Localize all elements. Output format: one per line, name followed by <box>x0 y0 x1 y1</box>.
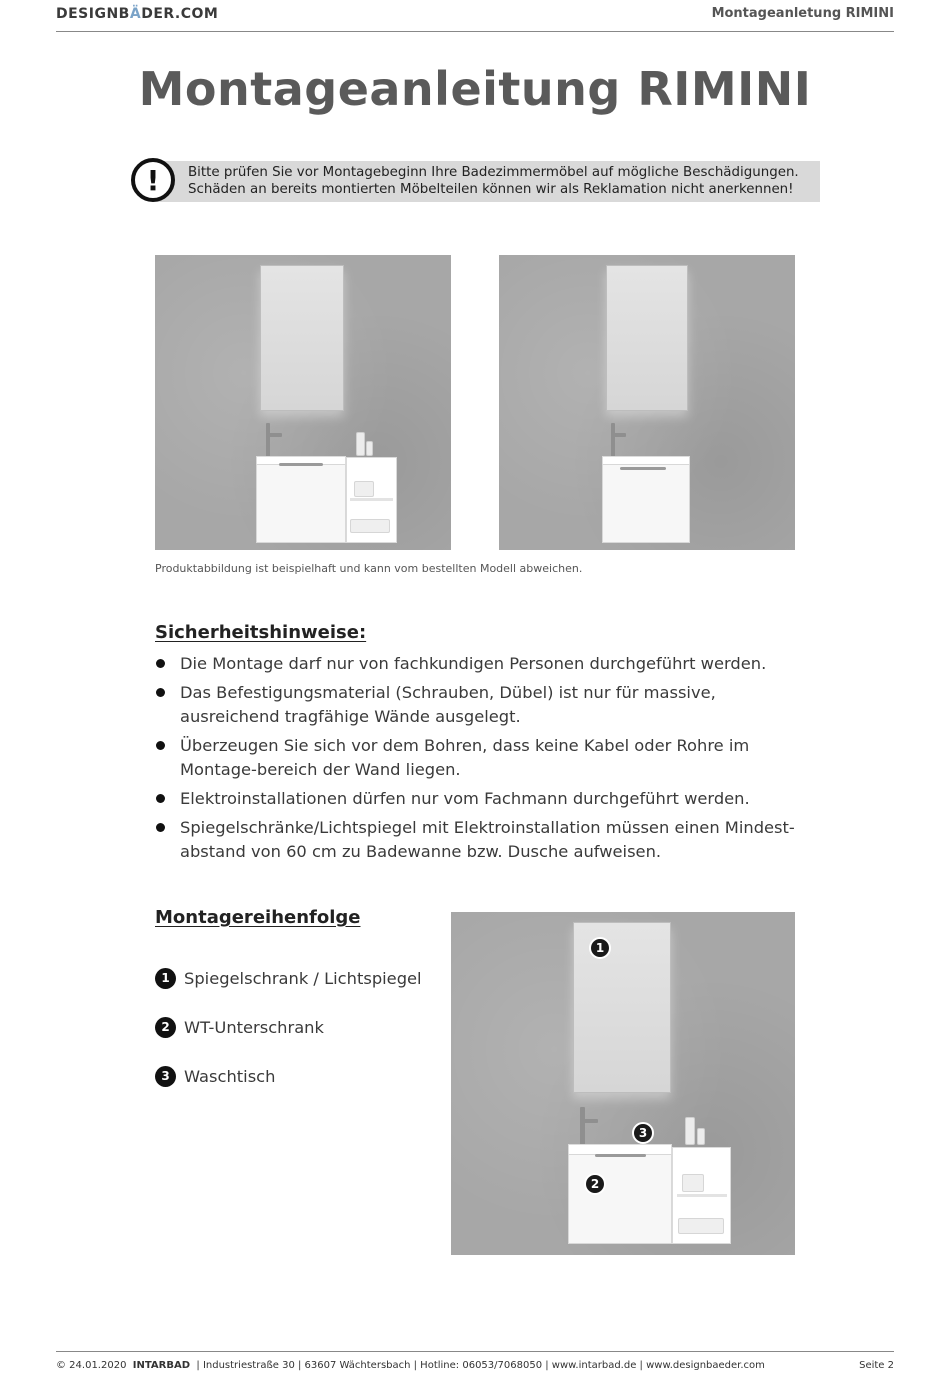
safety-item: Das Befestigungsmaterial (Schrauben, Dübel) ist nur für massive, ausreichend tragfähige Wände ausgelegt. <box>155 681 815 729</box>
soap-bottle <box>685 1117 695 1145</box>
footer-date: © 24.01.2020 <box>56 1360 127 1371</box>
vanity-drawer <box>602 464 690 543</box>
warning-line-2: Schäden an bereits montierten Möbelteilen können wir als Reklamation nicht anerkennen! <box>188 182 794 197</box>
safety-item: Elektroinstallationen dürfen nur vom Fachmann durchgeführt werden. <box>155 787 815 811</box>
safety-list <box>155 652 815 869</box>
marker-3-icon: 3 <box>632 1122 654 1144</box>
step-label: WT-Unterschrank <box>184 1017 324 1037</box>
assembly-step <box>155 1014 422 1040</box>
safety-item: Spiegelschränke/Lichtspiegel mit Elektroinstallation müssen einen Mindest-abstand von 60 cm zu Badewanne bzw. Dusche aufweisen. <box>155 816 815 864</box>
soap-bottle <box>356 432 365 456</box>
brand-logo <box>56 6 218 22</box>
assembly-photo <box>451 912 795 1255</box>
towel <box>354 481 374 497</box>
warning-line-1: Bitte prüfen Sie vor Montagebeginn Ihre Badezimmermöbel auf mögliche Beschädigungen. <box>188 165 799 180</box>
assembly-step <box>155 965 422 991</box>
step-label: Waschtisch <box>184 1066 276 1086</box>
logo-text-1: DESIGNB <box>56 6 130 22</box>
exclamation-icon: ! <box>131 158 175 202</box>
step-number-icon: 2 <box>155 1017 176 1038</box>
faucet <box>580 1107 585 1147</box>
towel <box>682 1174 704 1192</box>
mirror <box>606 265 688 411</box>
bullet-icon <box>156 688 165 697</box>
safety-item: Überzeugen Sie sich vor dem Bohren, dass keine Kabel oder Rohre im Montage-bereich der Wand liegen. <box>155 734 815 782</box>
bullet-icon <box>156 823 165 832</box>
photo-caption: Produktabbildung ist beispielhaft und kann vom bestellten Modell abweichen. <box>155 562 583 575</box>
footer-address: | Industriestraße 30 | 63607 Wächtersbach | Hotline: 06053/7068050 | www.intarbad.de | www.designbaeder.com <box>196 1360 765 1371</box>
bullet-icon <box>156 794 165 803</box>
assembly-heading: Montagereihenfolge <box>155 907 361 928</box>
footer-info <box>56 1360 765 1371</box>
page-number: Seite 2 <box>859 1360 894 1371</box>
bullet-icon <box>156 659 165 668</box>
marker-1-icon: 1 <box>589 937 611 959</box>
warning-notice <box>130 158 820 204</box>
header-divider <box>56 31 894 32</box>
step-number-icon: 1 <box>155 968 176 989</box>
step-number-icon: 3 <box>155 1066 176 1087</box>
vanity-drawer <box>568 1154 672 1244</box>
mirror <box>573 922 671 1093</box>
warning-box <box>152 161 820 202</box>
assembly-steps <box>155 965 422 1112</box>
mirror <box>260 265 344 411</box>
footer-company: INTARBAD <box>132 1360 191 1371</box>
step-label: Spiegelschrank / Lichtspiegel <box>184 968 422 988</box>
bullet-icon <box>156 741 165 750</box>
logo-text-accent: Ä <box>129 6 142 22</box>
safety-item: Die Montage darf nur von fachkundigen Personen durchgeführt werden. <box>155 652 815 676</box>
faucet <box>266 423 270 457</box>
product-photo-with-shelf <box>155 255 451 550</box>
page-title: Montageanleitung RIMINI <box>138 62 812 116</box>
logo-text-2: DER.COM <box>141 6 219 22</box>
vanity-drawer <box>256 464 346 543</box>
product-photo-without-shelf <box>499 255 795 550</box>
safety-heading: Sicherheitshinweise: <box>155 622 367 643</box>
footer-divider <box>56 1351 894 1352</box>
assembly-step <box>155 1063 422 1089</box>
marker-2-icon: 2 <box>584 1173 606 1195</box>
faucet <box>611 423 615 457</box>
header-title: Montageanletung RIMINI <box>711 6 894 21</box>
